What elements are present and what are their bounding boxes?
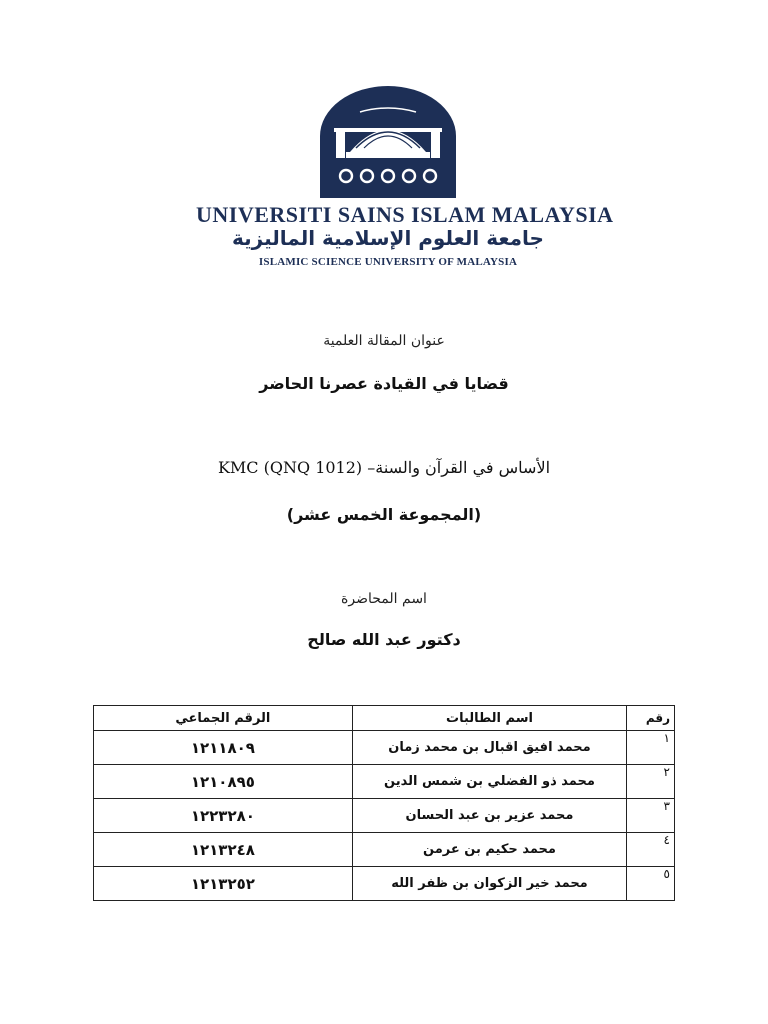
table-row <box>94 833 675 867</box>
row-name: محمد عزير بن عبد الحسان <box>352 799 626 833</box>
students-table <box>93 705 675 901</box>
article-title-label: عنوان المقالة العلمية <box>323 333 445 349</box>
row-num: ٢ <box>627 765 675 799</box>
lecturer-label: اسم المحاضرة <box>341 591 427 607</box>
university-crest-icon <box>320 86 456 198</box>
logo-name-english: UNIVERSITI SAINS ISLAM MALAYSIA <box>196 202 614 227</box>
row-id: ١٢٢٣٢٨٠ <box>94 799 353 833</box>
university-logo <box>196 86 614 272</box>
table-row <box>94 731 675 765</box>
header-id: الرقم الجماعي <box>94 706 353 731</box>
logo-name-english-subtitle: ISLAMIC SCIENCE UNIVERSITY OF MALAYSIA <box>258 256 518 268</box>
header-num: رقم <box>627 706 675 731</box>
course-line: الأساس في القرآن والسنة– KMC (QNQ 1012) <box>217 458 551 477</box>
row-num: ٣ <box>627 799 675 833</box>
row-num: ٥ <box>627 867 675 901</box>
lecturer-name: دكتور عبد الله صالح <box>307 630 461 649</box>
row-id: ١٢١٣٢٤٨ <box>94 833 353 867</box>
row-id: ١٢١١٨٠٩ <box>94 731 353 765</box>
table-row <box>94 799 675 833</box>
row-name: محمد ذو الفضلي بن شمس الدين <box>352 765 626 799</box>
table-row <box>94 867 675 901</box>
row-num: ٤ <box>627 833 675 867</box>
table-header-row <box>94 706 675 731</box>
table-row <box>94 765 675 799</box>
row-id: ١٢١٣٢٥٢ <box>94 867 353 901</box>
header-name: اسم الطالبات <box>352 706 626 731</box>
row-name: محمد حكيم بن عرمن <box>352 833 626 867</box>
article-title: قضايا في القيادة عصرنا الحاضر <box>259 374 509 393</box>
row-name: محمد افيق اقبال بن محمد زمان <box>352 731 626 765</box>
group-name: (المجموعة الخمس عشر) <box>286 505 482 524</box>
row-num: ١ <box>627 731 675 765</box>
logo-name-arabic: جامعة العلوم الإسلامية الماليزية <box>232 226 544 250</box>
row-id: ١٢١٠٨٩٥ <box>94 765 353 799</box>
row-name: محمد خير الزكوان بن ظفر الله <box>352 867 626 901</box>
